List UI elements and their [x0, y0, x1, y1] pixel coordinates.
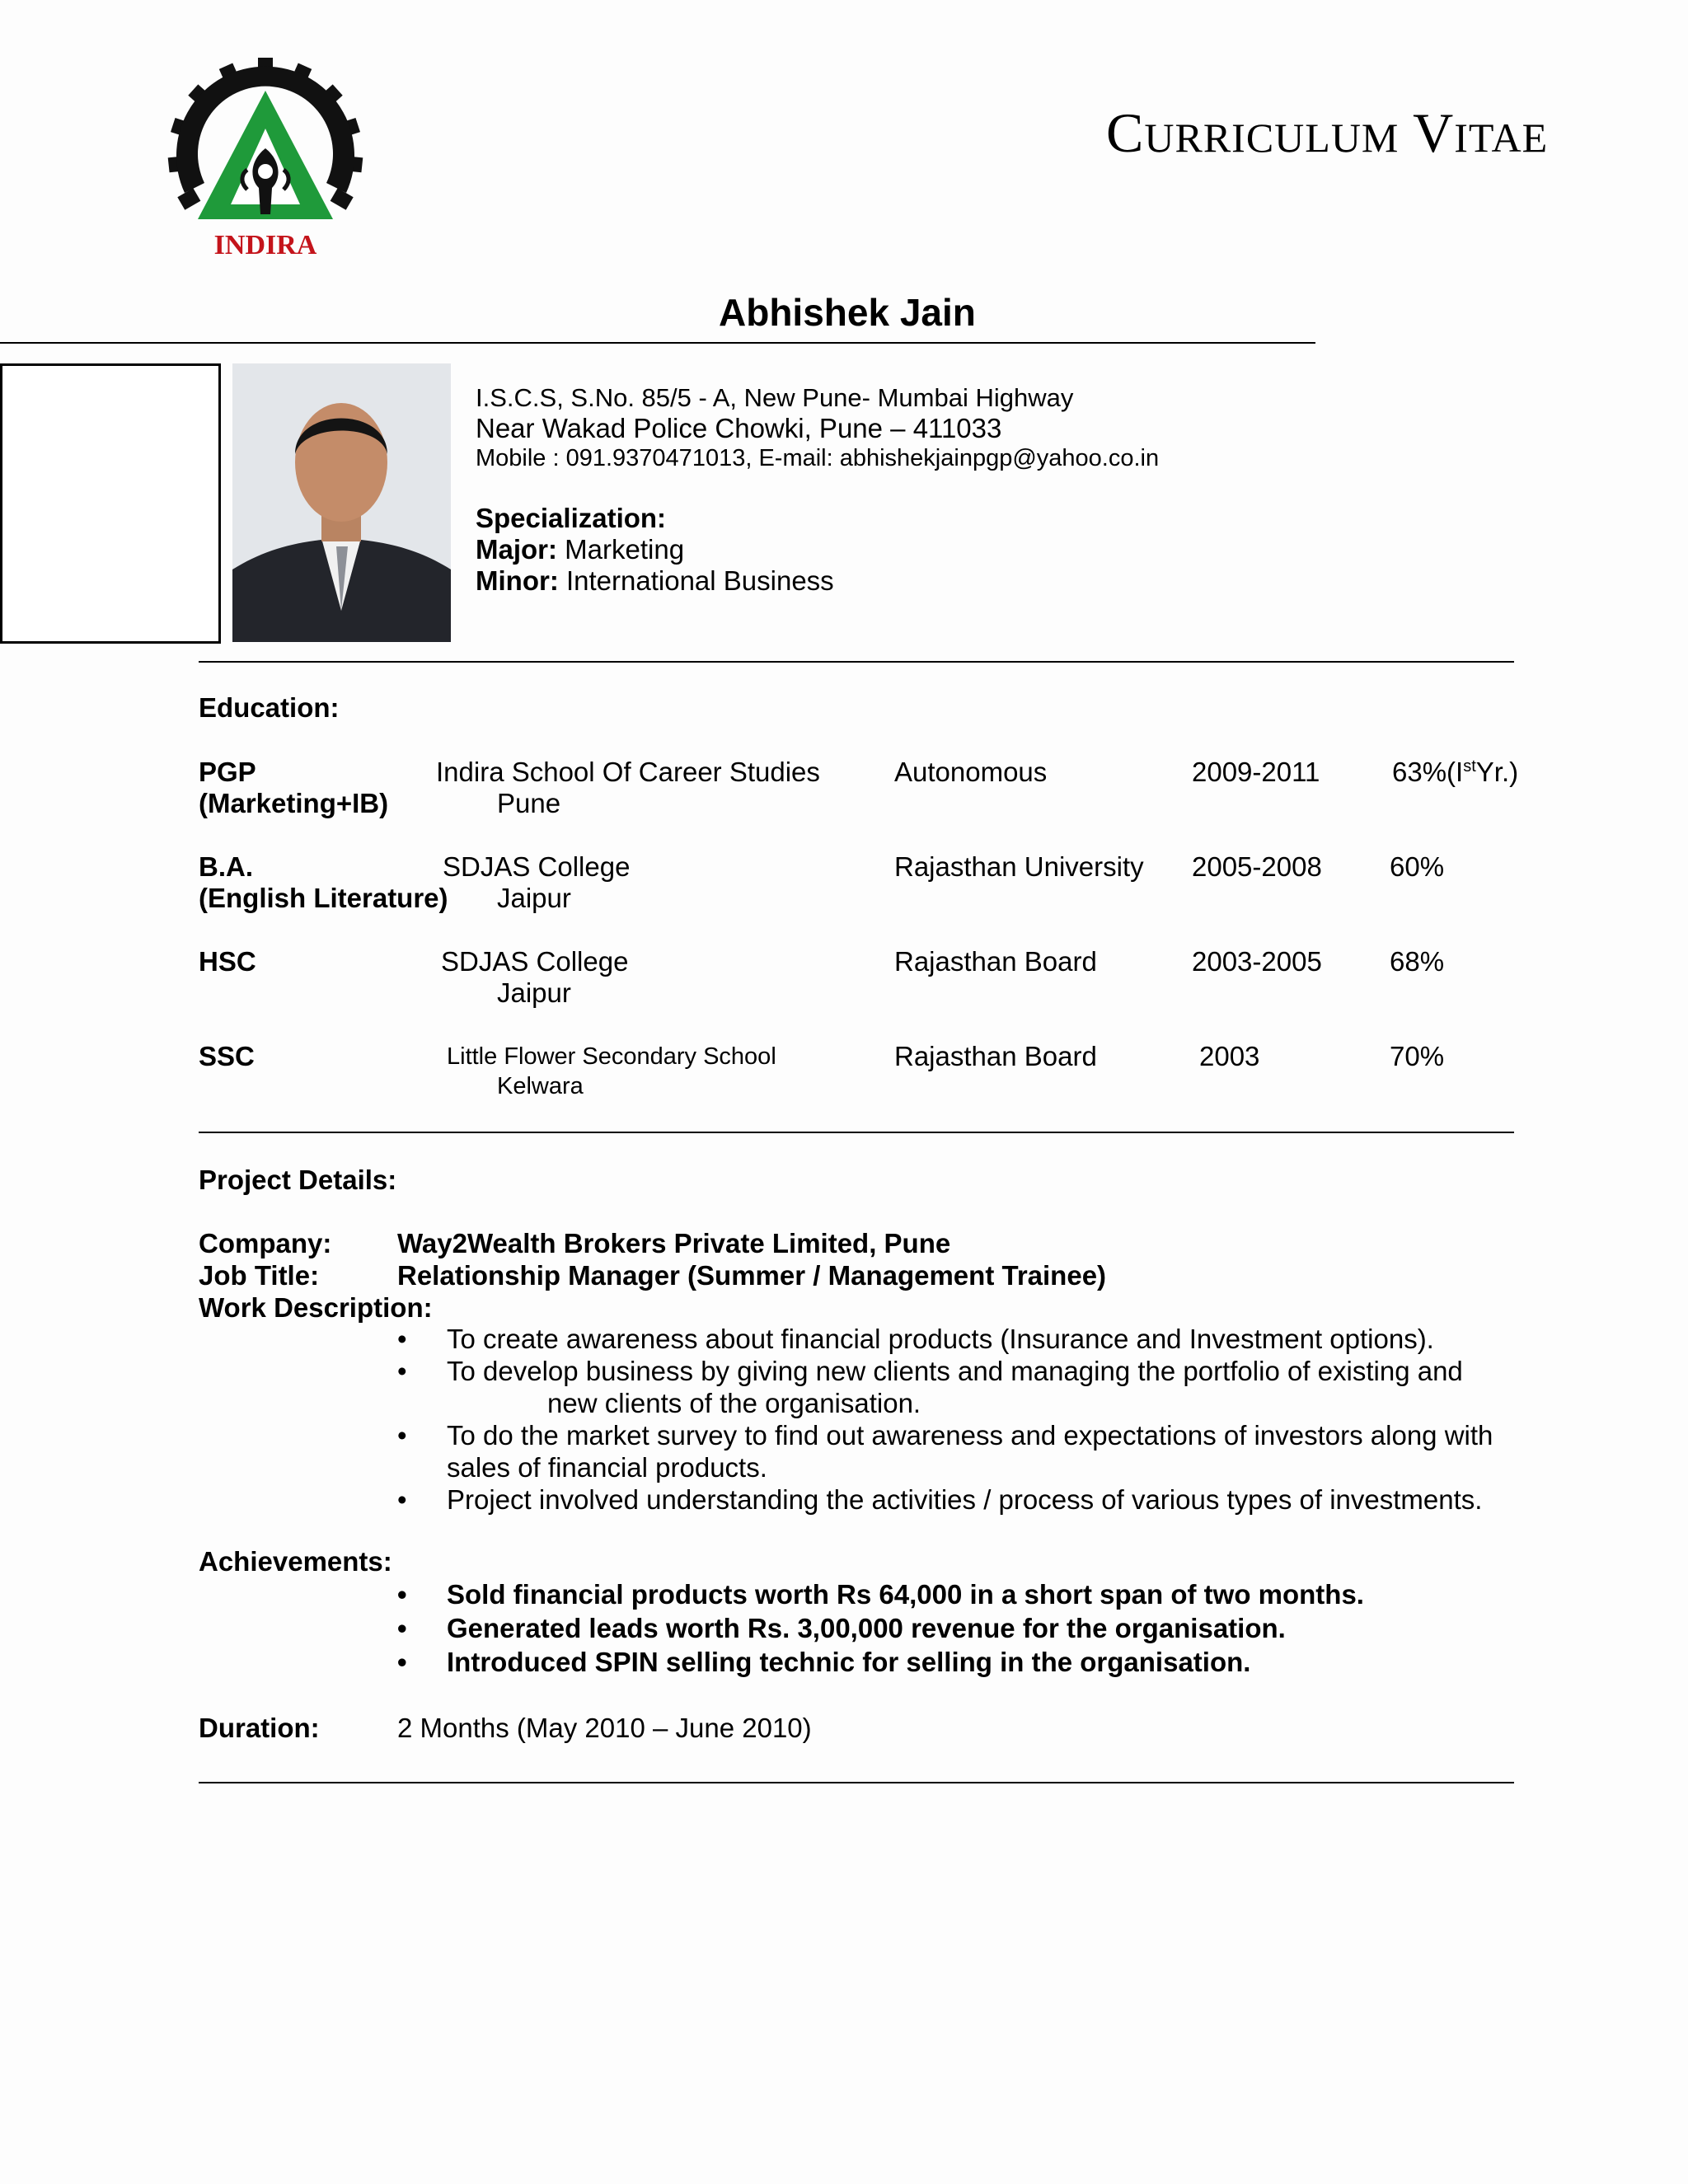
- institute: SDJAS College: [441, 946, 629, 977]
- list-item: • Generated leads worth Rs. 3,00,000 revenue for the organisation.: [397, 1613, 1286, 1643]
- work-description-label: Work Description:: [199, 1292, 433, 1323]
- job-title-label: Job Title:: [199, 1260, 320, 1291]
- years: 2003: [1199, 1041, 1260, 1071]
- list-item: • To create awareness about financial products (Insurance and Investment options).: [397, 1324, 1434, 1354]
- degree-sub: (Marketing+IB): [199, 788, 389, 818]
- candidate-name: Abhishek Jain: [719, 291, 976, 334]
- institute-city: Jaipur: [497, 883, 571, 913]
- header-divider: [0, 342, 1315, 344]
- list-item-continuation: new clients of the organisation.: [547, 1388, 921, 1418]
- logo-name: INDIRA: [213, 230, 317, 260]
- list-item: • Introduced SPIN selling technic for selling in the organisation.: [397, 1647, 1251, 1677]
- score: 68%: [1390, 946, 1445, 977]
- institute: Little Flower Secondary School: [447, 1043, 776, 1070]
- list-item: • To do the market survey to find out awareness and expectations of investors along with: [397, 1420, 1493, 1451]
- score: 70%: [1390, 1041, 1445, 1071]
- project-heading: Project Details:: [199, 1165, 397, 1195]
- indira-logo: [165, 58, 367, 264]
- company-value: Way2Wealth Brokers Private Limited, Pune: [397, 1228, 951, 1258]
- specialization-minor: Minor: International Business: [476, 565, 834, 596]
- achievements-list: [397, 1579, 1364, 1680]
- degree-sub: (English Literature): [199, 883, 448, 913]
- contact-line: Mobile : 091.9370471013, E-mail: abhishekjainpgp@yahoo.co.in: [476, 445, 1160, 471]
- work-description-list: [397, 1324, 1493, 1516]
- company-label: Company:: [199, 1228, 332, 1258]
- institute-city: Kelwara: [497, 1073, 584, 1099]
- years: 2009-2011: [1192, 757, 1320, 787]
- specialization-heading: Specialization:: [476, 503, 667, 533]
- bullet-icon: •: [397, 1420, 407, 1451]
- institute-city: Pune: [497, 788, 561, 818]
- list-item-continuation: sales of financial products.: [447, 1452, 767, 1483]
- institute: Indira School Of Career Studies: [436, 757, 820, 787]
- degree: SSC: [199, 1041, 255, 1071]
- specialization-major: Major: Marketing: [476, 534, 685, 565]
- board: Autonomous: [894, 757, 1048, 787]
- candidate-photo: [232, 363, 451, 642]
- section-divider: [199, 1132, 1514, 1133]
- board: Rajasthan Board: [894, 1041, 1097, 1071]
- section-divider: [199, 661, 1514, 663]
- document-title: CURRICULUM VITAE: [1106, 101, 1549, 164]
- bullet-icon: •: [397, 1484, 407, 1515]
- list-item: • Sold financial products worth Rs 64,000 in a short span of two months.: [397, 1579, 1364, 1610]
- bullet-icon: •: [397, 1579, 407, 1610]
- address-line-1: I.S.C.S, S.No. 85/5 - A, New Pune- Mumbai Highway: [476, 383, 1074, 412]
- list-item: • To develop business by giving new clients and managing the portfolio of existing and: [397, 1356, 1463, 1386]
- score: 60%: [1390, 851, 1445, 882]
- list-item: • Project involved understanding the activities / process of various types of investments.: [397, 1484, 1483, 1515]
- degree: PGP: [199, 757, 256, 787]
- address-line-2: Near Wakad Police Chowki, Pune – 411033: [476, 413, 1002, 443]
- bullet-icon: •: [397, 1647, 407, 1677]
- achievements-label: Achievements:: [199, 1546, 392, 1577]
- score: 63%(IstYr.): [1392, 757, 1519, 787]
- duration-value: 2 Months (May 2010 – June 2010): [397, 1713, 812, 1743]
- board: Rajasthan University: [894, 851, 1144, 882]
- section-divider: [199, 1782, 1514, 1783]
- education-heading: Education:: [199, 692, 340, 723]
- job-title-value: Relationship Manager (Summer / Management Trainee): [397, 1260, 1107, 1291]
- photo-placeholder-box: [0, 363, 221, 644]
- institute: SDJAS College: [443, 851, 631, 882]
- bullet-icon: •: [397, 1356, 407, 1386]
- bullet-icon: •: [397, 1324, 407, 1354]
- board: Rajasthan Board: [894, 946, 1097, 977]
- years: 2005-2008: [1192, 851, 1322, 882]
- years: 2003-2005: [1192, 946, 1322, 977]
- degree: B.A.: [199, 851, 253, 882]
- duration-label: Duration:: [199, 1713, 320, 1743]
- bullet-icon: •: [397, 1613, 407, 1643]
- institute-city: Jaipur: [497, 977, 571, 1008]
- degree: HSC: [199, 946, 256, 977]
